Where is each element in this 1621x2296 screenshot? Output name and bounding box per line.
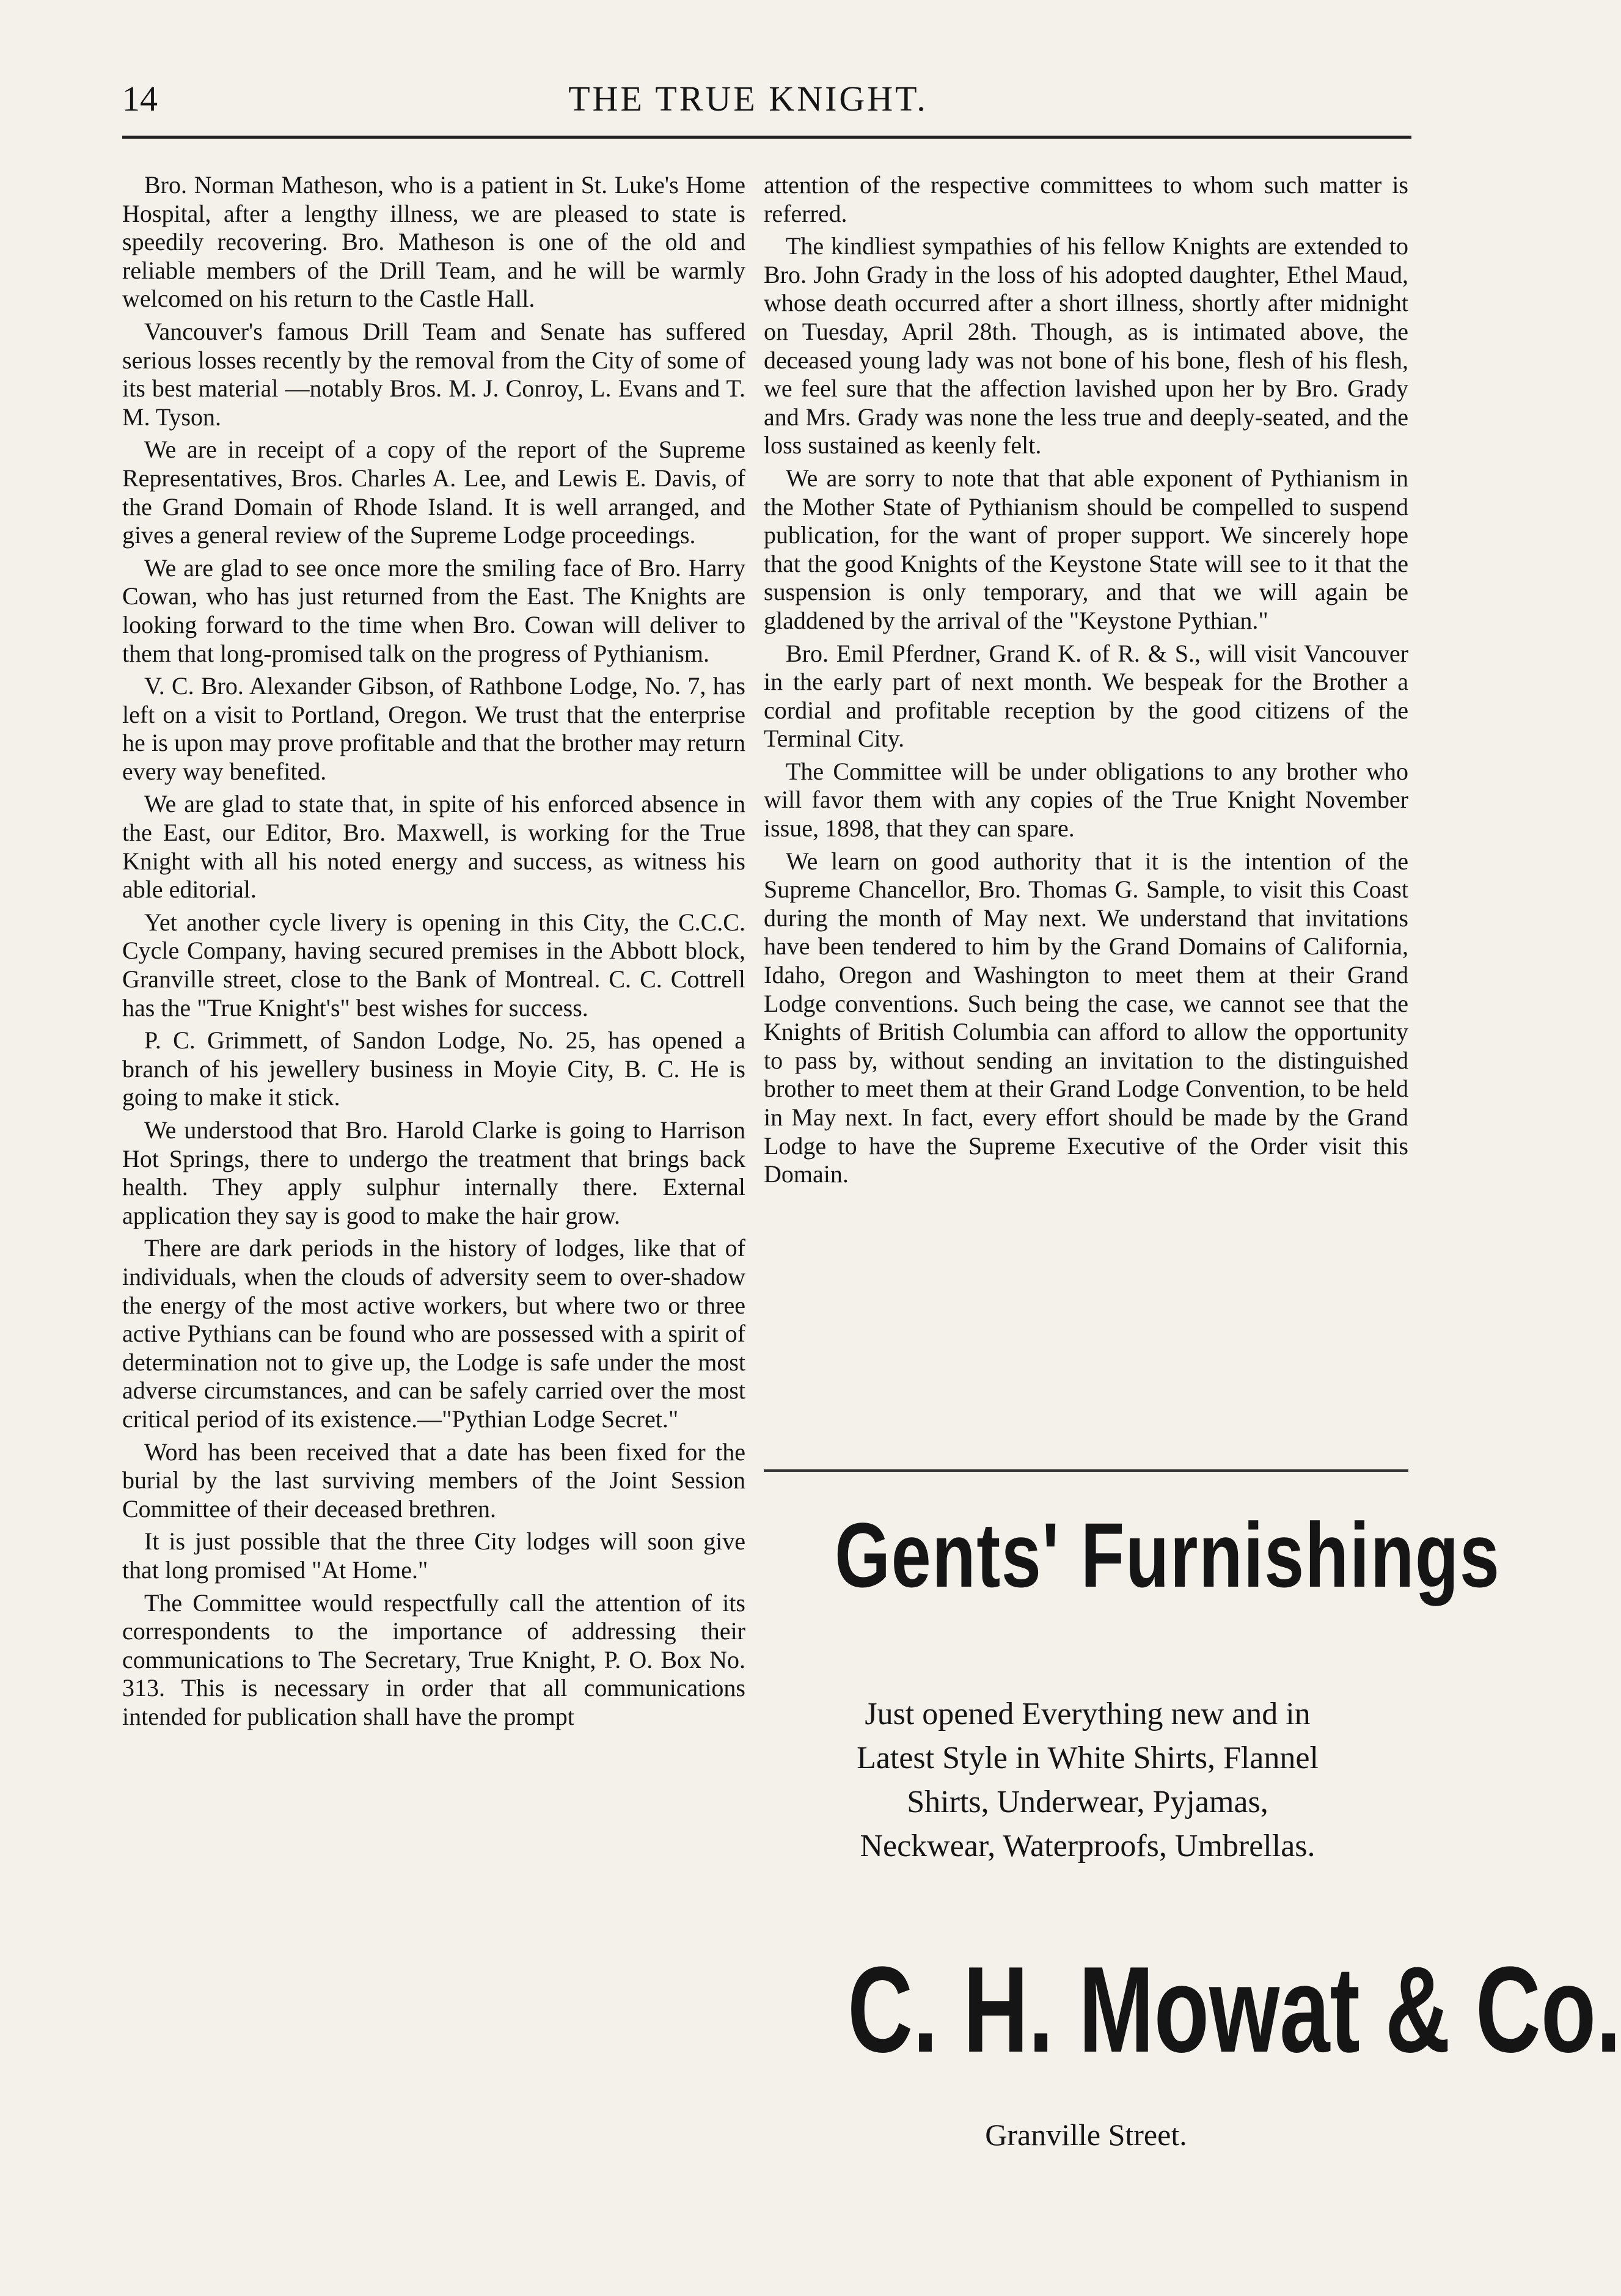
- paragraph: P. C. Grimmett, of Sandon Lodge, No. 25, has opened a branch of his jewellery business in Moyie City, B. C. He is going to make it stick.: [122, 1026, 745, 1111]
- paragraph: We are glad to see once more the smiling face of Bro. Harry Cowan, who has just returned from the East. The Knights are looking forward to the time when Bro. Cowan will deliver to them that long-promised talk on the progress of Pythianism.: [122, 554, 745, 667]
- header-rule: [122, 136, 1411, 139]
- paragraph: We learn on good authority that it is the intention of the Supreme Chancellor, Bro. Thomas G. Sample, to visit this Coast during the month of May next. We understand that invitations have been tendered to him by the Grand Domains of California, Idaho, Oregon and Washington to meet them at their Grand Lodge conventions. Such being the case, we cannot see that the Knights of British Columbia can afford to allow the opportunity to pass by, without sending an invitation to the distinguished brother to meet them at their Grand Lodge Convention, to be held in May next. In fact, every effort should be made by the Grand Lodge to have the Supreme Executive of the Order visit this Domain.: [764, 847, 1408, 1188]
- paragraph: Word has been received that a date has been fixed for the burial by the last surviving members of the Joint Session Committee of their deceased brethren.: [122, 1438, 745, 1523]
- paragraph: Yet another cycle livery is opening in this City, the C.C.C. Cycle Company, having secured premises in the Abbott block, Granville street, close to the Bank of Montreal. C. C. Cottrell has the "True Knight's" best wishes for success.: [122, 908, 745, 1022]
- page-number: 14: [122, 79, 158, 119]
- advertisement-heading: Gents' Furnishings: [835, 1504, 1501, 1606]
- paragraph: Vancouver's famous Drill Team and Senate has suffered serious losses recently by the removal from the City of some of its best material —notably Bros. M. J. Conroy, L. Evans and T. M. Tyson.: [122, 317, 745, 431]
- left-column: [122, 171, 745, 1735]
- advertisement-firm-name: C. H. Mowat & Co.: [847, 1942, 1621, 2078]
- advertisement-rule: [764, 1469, 1408, 1472]
- paragraph: We are glad to state that, in spite of his enforced absence in the East, our Editor, Bro. Maxwell, is working for the True Knight with all his noted energy and success, as witness his able editorial.: [122, 790, 745, 904]
- paragraph: There are dark periods in the history of lodges, like that of individuals, when the clouds of adversity seem to over-shadow the energy of the most active workers, but where two or three active Pythians can be found who are possessed with a spirit of determination not to give up, the Lodge is safe under the most adverse circumstances, and can be safely carried over the most critical period of its existence.—"Pythian Lodge Secret.": [122, 1234, 745, 1433]
- paragraph: We are sorry to note that that able exponent of Pythianism in the Mother State of Pythianism should be compelled to suspend publication, for the want of proper support. We sincerely hope that the good Knights of the Keystone State will see to it that the suspension is only temporary, and that we will again be gladdened by the arrival of the "Keystone Pythian.": [764, 464, 1408, 634]
- advertisement-body: Just opened Everything new and in Latest Style in White Shirts, Flannel Shirts, Underwear, Pyjamas, Neckwear, Waterproofs, Umbrellas.: [857, 1697, 1319, 1863]
- paragraph: We understood that Bro. Harold Clarke is going to Harrison Hot Springs, there to undergo the treatment that brings back health. They apply sulphur internally there. External application they say is good to make the hair grow.: [122, 1116, 745, 1229]
- paragraph: The Committee would respectfully call the attention of its correspondents to the importance of addressing their communications to The Secretary, True Knight, P. O. Box No. 313. This is necessary in order that all communications intended for publication shall have the prompt: [122, 1589, 745, 1730]
- paragraph: It is just possible that the three City lodges will soon give that long promised "At Home.": [122, 1527, 745, 1584]
- running-head: THE TRUE KNIGHT.: [568, 79, 928, 119]
- paragraph: V. C. Bro. Alexander Gibson, of Rathbone Lodge, No. 7, has left on a visit to Portland, Oregon. We trust that the enterprise he is upon may prove profitable and that the brother may return every way benefited.: [122, 672, 745, 785]
- right-column: [764, 171, 1408, 1193]
- paragraph: Bro. Emil Pferdner, Grand K. of R. & S., will visit Vancouver in the early part of next month. We bespeak for the Brother a cordial and profitable reception by the good citizens of the Terminal City.: [764, 639, 1408, 753]
- paragraph: We are in receipt of a copy of the report of the Supreme Representatives, Bros. Charles A. Lee, and Lewis E. Davis, of the Grand Domain of Rhode Island. It is well arranged, and gives a general review of the Supreme Lodge proceedings.: [122, 436, 745, 549]
- paragraph: The kindliest sympathies of his fellow Knights are extended to Bro. John Grady in the loss of his adopted daughter, Ethel Maud, whose death occurred after a short illness, shortly after midnight on Tuesday, April 28th. Though, as is intimated above, the deceased young lady was not bone of his bone, flesh of his flesh, we feel sure that the affection lavished upon her by Bro. Grady and Mrs. Grady was none the less true and deeply-seated, and the loss sustained as keenly felt.: [764, 232, 1408, 459]
- advertisement-address: Granville Street.: [985, 2118, 1187, 2152]
- paragraph-continued: attention of the respective committees to whom such matter is referred.: [764, 171, 1408, 227]
- paragraph: The Committee will be under obligations to any brother who will favor them with any copies of the True Knight November issue, 1898, that they can spare.: [764, 757, 1408, 843]
- paragraph: Bro. Norman Matheson, who is a patient in St. Luke's Home Hospital, after a lengthy illness, we are pleased to state is speedily recovering. Bro. Matheson is one of the old and reliable members of the Drill Team, and he will be warmly welcomed on his return to the Castle Hall.: [122, 171, 745, 313]
